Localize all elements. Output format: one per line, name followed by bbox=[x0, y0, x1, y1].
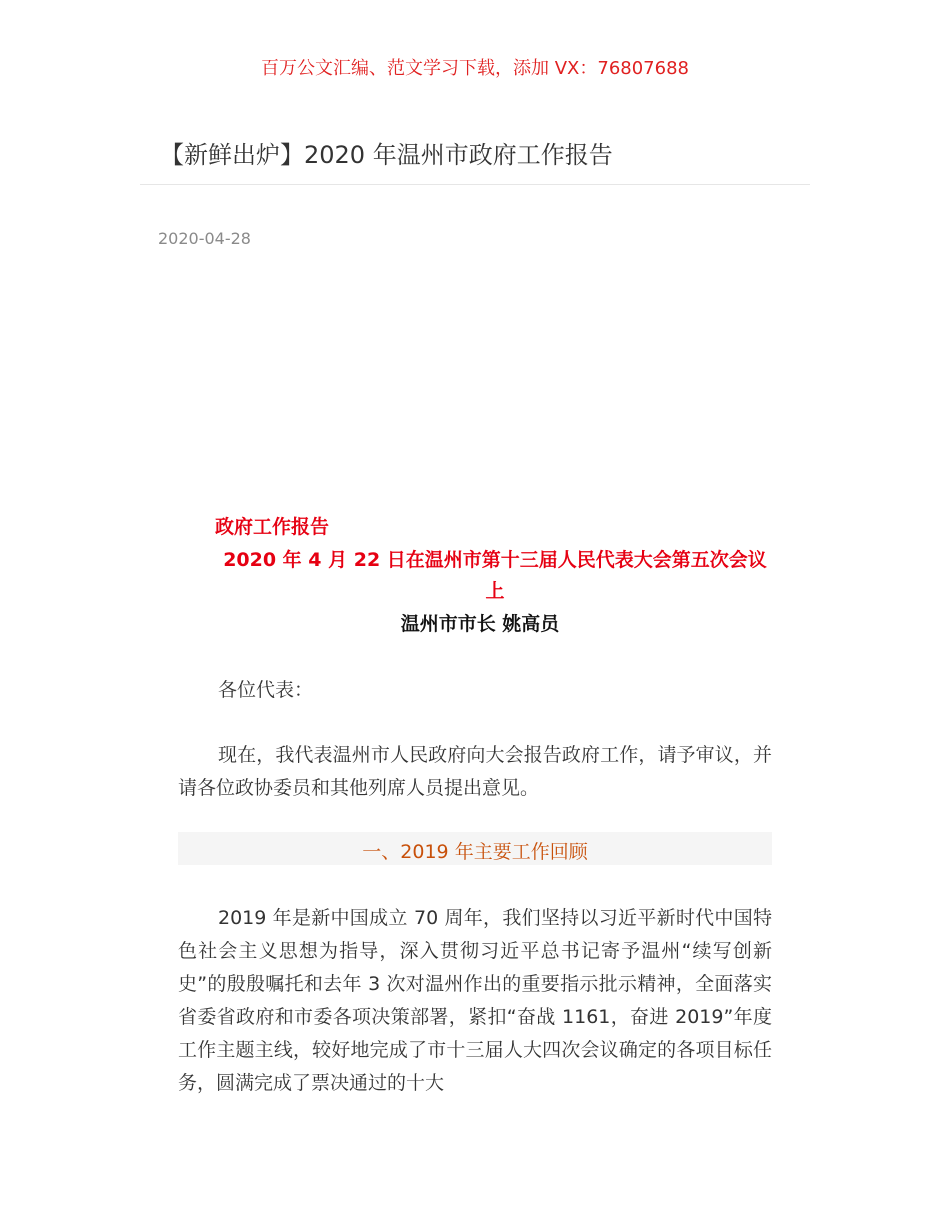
promo-banner: 百万公文汇编、范文学习下载，添加 VX：76807688 bbox=[261, 58, 689, 79]
intro-paragraph: 现在，我代表温州市人民政府向大会报告政府工作，请予审议，并请各位政协委员和其他列席人员提出意见。 bbox=[178, 744, 772, 799]
section-heading bbox=[178, 832, 772, 865]
title-divider bbox=[140, 184, 810, 185]
report-occasion: 2020 年 4 月 22 日在温州市第十三届人民代表大会第五次会议上 bbox=[223, 549, 767, 602]
report-speaker: 温州市市长 姚高员 bbox=[400, 613, 560, 635]
article-title: 【新鲜出炉】2020 年温州市政府工作报告 bbox=[160, 141, 613, 169]
greeting-paragraph: 各位代表： bbox=[218, 679, 314, 701]
publish-date: 2020-04-28 bbox=[158, 229, 251, 248]
section-heading-text: 一、2019 年主要工作回顾 bbox=[362, 841, 588, 863]
report-heading: 政府工作报告 bbox=[215, 516, 330, 538]
body-paragraph: 2019 年是新中国成立 70 周年，我们坚持以习近平新时代中国特色社会主义思想为指导，深入贯彻习近平总书记寄予温州“续写创新史”的殷殷嘱托和去年 3 次对温州作出的重要指示批示精神，全面落实省委省政府和市委各项决策部署，紧扣“奋战 1161，奋进 2019”年度工作主题主线，较好地完成了市十三届人大四次会议确定的各项目标任务，圆满完成了票决通过的十大 bbox=[178, 907, 772, 1094]
